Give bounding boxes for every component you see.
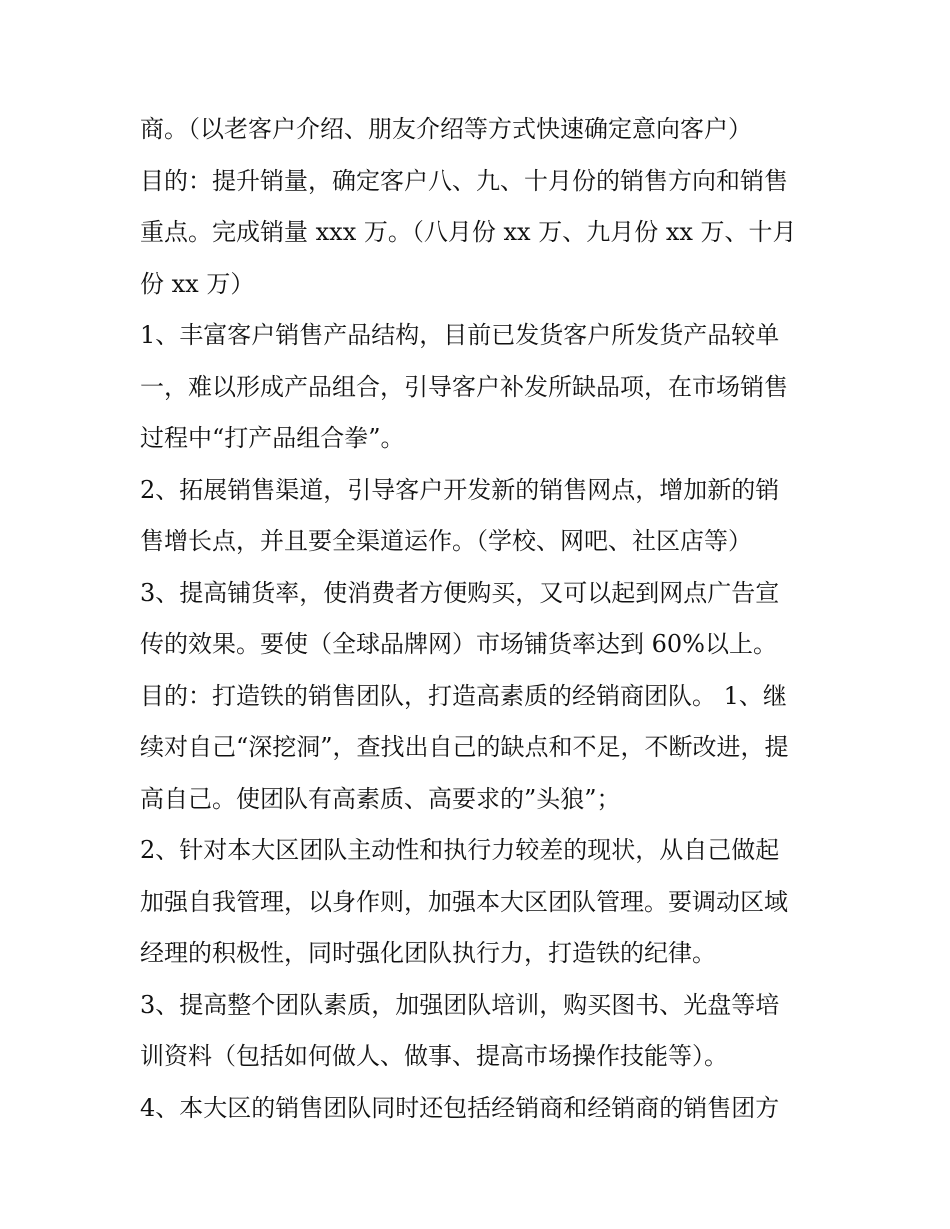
text-line: 1、丰富客户销售产品结构，目前已发货客户所发货产品较单 bbox=[140, 321, 780, 349]
text-line: 训资料（包括如何做人、做事、提高市场操作技能等）。 bbox=[140, 1042, 728, 1070]
text-line: 续对自己“深挖洞”，查找出自己的缺点和不足，不断改进，提 bbox=[140, 733, 789, 761]
text-line: 2、针对本大区团队主动性和执行力较差的现状，从自己做起 bbox=[140, 836, 780, 864]
text-line: 4、本大区的销售团队同时还包括经销商和经销商的销售团方 bbox=[140, 1093, 780, 1122]
text-line: 高自己。使团队有高素质、高要求的”头狼”； bbox=[140, 784, 621, 813]
document-body bbox=[140, 104, 830, 1134]
text-line: 商。（以老客户介绍、朋友介绍等方式快速确定意向客户） bbox=[140, 115, 752, 143]
text-line: 售增长点，并且要全渠道运作。（学校、网吧、社区店等） bbox=[140, 527, 752, 555]
text-line: 目的：打造铁的销售团队，打造高素质的经销商团队。 1、继 bbox=[140, 681, 787, 710]
text-line: 加强自我管理，以身作则，加强本大区团队管理。要调动区域 bbox=[140, 887, 788, 916]
text-line: 2、拓展销售渠道，引导客户开发新的销售网点，增加新的销 bbox=[140, 475, 780, 504]
text-line: 重点。完成销量 xxx 万。（八月份 xx 万、九月份 xx 万、十月 bbox=[140, 218, 797, 246]
text-line: 份 xx 万） bbox=[140, 269, 255, 298]
text-line: 目的：提升销量，确定客户八、九、十月份的销售方向和销售 bbox=[140, 166, 788, 195]
text-line: 一，难以形成产品组合，引导客户补发所缺品项，在市场销售 bbox=[140, 372, 788, 401]
text-line: 过程中“打产品组合拳”。 bbox=[140, 424, 405, 452]
text-line: 3、提高整个团队素质，加强团队培训，购买图书、光盘等培 bbox=[140, 990, 780, 1019]
text-line: 3、提高铺货率，使消费者方便购买，又可以起到网点广告宣 bbox=[140, 578, 780, 607]
text-line: 经理的积极性，同时强化团队执行力，打造铁的纪律。 bbox=[140, 939, 716, 967]
text-line: 传的效果。要使（全球品牌网）市场铺货率达到 60%以上。 bbox=[140, 630, 777, 658]
